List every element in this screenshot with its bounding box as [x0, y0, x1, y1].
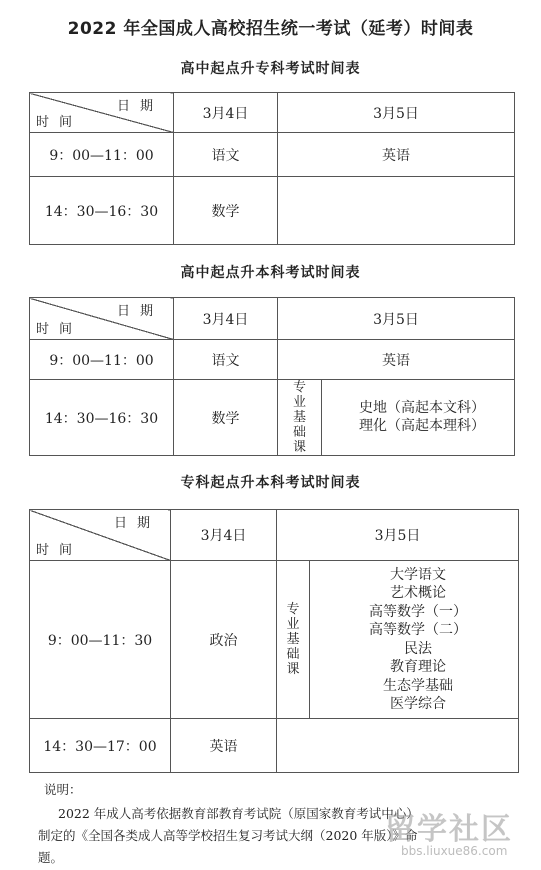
- table2-title: 高中起点升本科考试时间表: [180, 265, 361, 281]
- list-item: 艺术概论: [390, 585, 446, 601]
- table3: [29, 509, 519, 773]
- watermark-brand: 留学社区: [385, 812, 513, 847]
- watermark: [355, 804, 535, 864]
- table-row: [30, 380, 515, 456]
- table1-header-row: [30, 93, 515, 133]
- table1-time-2: 14：30—16：30: [30, 177, 174, 245]
- table1-empty-cell: [278, 177, 515, 245]
- category-label: 专业基础课: [286, 602, 300, 677]
- table3-time-1: 9：00—11：30: [30, 561, 171, 719]
- table-row: [30, 177, 515, 245]
- note-line-2: 制定的《全国各类成人高等学校招生复习考试大纲（2020 年版）》命: [38, 828, 418, 843]
- table2-corner-cell: [30, 298, 174, 340]
- table-row: [30, 561, 519, 719]
- table1-subject: 语文: [174, 133, 278, 177]
- table1-subject: 英语: [278, 133, 515, 177]
- table3-date-2: 3月5日: [277, 510, 519, 561]
- table3-date-1: 3月4日: [171, 510, 277, 561]
- watermark-url: bbs.liuxue86.com: [401, 844, 508, 858]
- corner-time-label: 时间: [36, 322, 83, 337]
- table2-header-row: [30, 298, 515, 340]
- table2-time-2: 14：30—16：30: [30, 380, 174, 456]
- table2-date-1: 3月4日: [174, 298, 278, 340]
- table2-category-cell: [278, 380, 322, 456]
- corner-time-label: 时间: [36, 115, 83, 130]
- table3-subject-list: [310, 561, 519, 719]
- list-item: 教育理论: [390, 659, 446, 675]
- table3-category-cell: [277, 561, 310, 719]
- table-row: [30, 340, 515, 380]
- table3-time-2: 14：30—17：00: [30, 719, 171, 773]
- table1-date-2: 3月5日: [278, 93, 515, 133]
- corner-date-label: 日期: [116, 304, 163, 319]
- list-item: 大学语文: [390, 566, 446, 583]
- list-item: 高等数学（一）: [369, 603, 467, 620]
- page-title: 2022 年全国成人高校招生统一考试（延考）时间表: [67, 19, 474, 39]
- table3-corner-cell: [30, 510, 171, 561]
- table3-empty-cell: [277, 719, 519, 773]
- table2-time-1: 9：00—11：00: [30, 340, 174, 380]
- table3-header-row: [30, 510, 519, 561]
- table1-corner-cell: [30, 93, 174, 133]
- note-line-1: 2022 年成人高考依据教育部教育考试院（原国家教育考试中心）: [58, 806, 419, 821]
- table3-title: 专科起点升本科考试时间表: [180, 475, 361, 491]
- table-row: [30, 133, 515, 177]
- table1-date-1: 3月4日: [174, 93, 278, 133]
- table2-date-2: 3月5日: [278, 298, 515, 340]
- table2-subject-list: [322, 380, 515, 456]
- table2-subject: 数学: [174, 380, 278, 456]
- list-item: 医学综合: [390, 696, 446, 712]
- list-item: 民法: [404, 640, 432, 657]
- table-row: [30, 719, 519, 773]
- list-item: 史地（高起本文科）: [359, 400, 485, 416]
- list-item: 高等数学（二）: [369, 622, 467, 638]
- list-item: 生态学基础: [383, 677, 453, 694]
- table3-subject: 英语: [171, 719, 277, 773]
- table2-subject: 英语: [278, 340, 515, 380]
- table1-time-1: 9：00—11：00: [30, 133, 174, 177]
- note-label: 说明：: [44, 782, 82, 797]
- note-line-3: 题。: [38, 850, 64, 865]
- table1-title: 高中起点升专科考试时间表: [180, 61, 361, 77]
- table1: [29, 92, 515, 245]
- category-label: 专业基础课: [292, 380, 306, 455]
- corner-date-label: 日期: [116, 99, 163, 114]
- table2: [29, 297, 515, 456]
- table2-subject: 语文: [174, 340, 278, 380]
- corner-time-label: 时间: [36, 543, 83, 558]
- corner-date-label: 日期: [113, 516, 160, 531]
- table3-subject: 政治: [171, 561, 277, 719]
- table1-subject: 数学: [174, 177, 278, 245]
- list-item: 理化（高起本理科）: [359, 417, 485, 434]
